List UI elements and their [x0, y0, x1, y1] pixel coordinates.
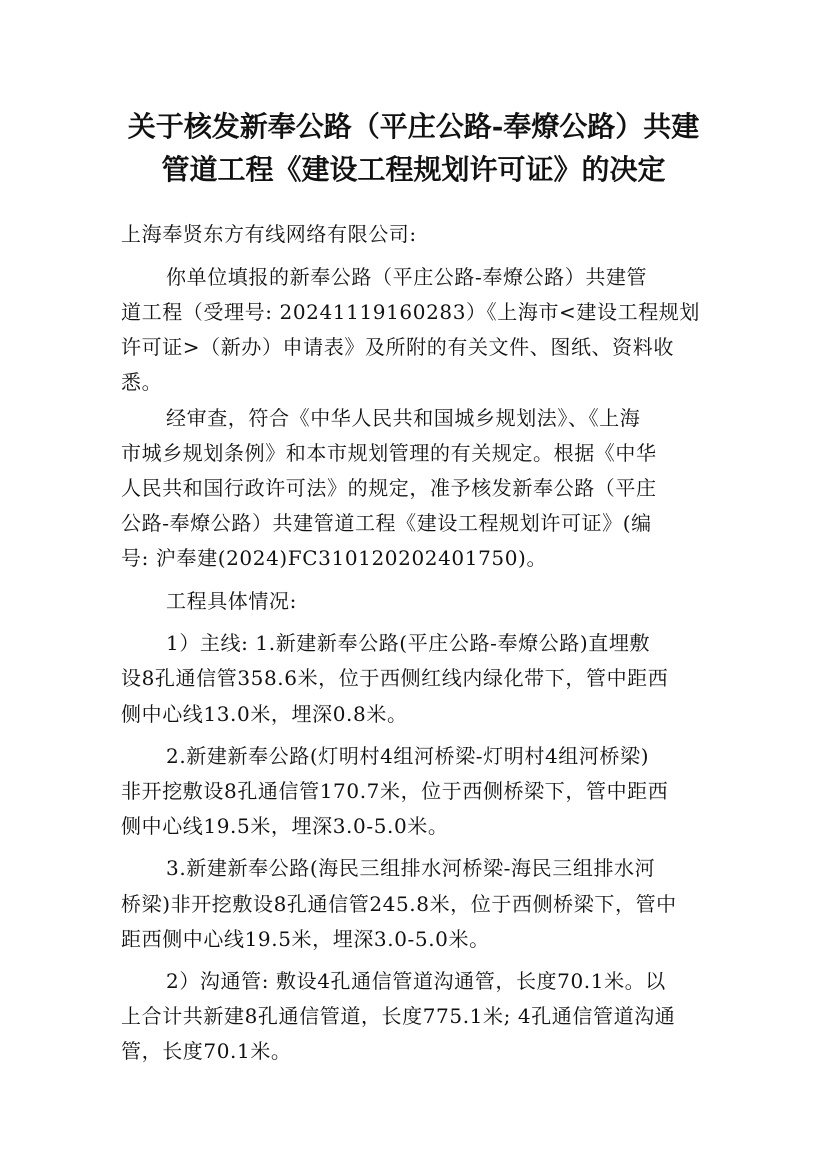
paragraph-line: 管，长度70.1米。	[121, 1039, 292, 1063]
document-title-line-2: 管道工程《建设工程规划许可证》的决定	[161, 153, 666, 186]
addressee: 上海奉贤东方有线网络有限公司:	[121, 222, 417, 246]
document-title-line-1: 关于核发新奉公路（平庄公路-奉燎公路）共建	[127, 110, 700, 143]
paragraph-line: 上合计共新建8孔通信管道，长度775.1米; 4孔通信管道沟通	[121, 1004, 676, 1028]
paragraph-line: 设8孔通信管358.6米，位于西侧红线内绿化带下，管中距西	[121, 666, 669, 690]
paragraph-line: 经审查，符合《中华人民共和国城乡规划法》、《上海	[166, 406, 641, 430]
paragraph-line: 悉。	[121, 370, 163, 394]
paragraph-line: 1）主线: 1.新建新奉公路(平庄公路-奉燎公路)直埋敷	[166, 631, 651, 655]
paragraph-line: 桥梁)非开挖敷设8孔通信管245.8米，位于西侧桥梁下，管中	[121, 892, 677, 916]
paragraph-line: 3.新建新奉公路(海民三组排水河桥梁-海民三组排水河	[166, 856, 656, 880]
paragraph-line: 许可证>（新办）申请表》及所附的有关文件、图纸、资料收	[121, 335, 674, 359]
paragraph-line: 道工程（受理号: 20241119160283）《上海市<建设工程规划	[121, 300, 700, 324]
section-heading: 工程具体情况:	[166, 589, 297, 613]
paragraph-line: 你单位填报的新奉公路（平庄公路-奉燎公路）共建管	[166, 265, 648, 289]
paragraph-line: 2）沟通管: 敷设4孔通信管道沟通管，长度70.1米。以	[166, 969, 666, 993]
paragraph-line: 号: 沪奉建(2024)FC310120202401750)。	[121, 546, 548, 570]
paragraph-line: 非开挖敷设8孔通信管170.7米，位于西侧桥梁下，管中距西	[121, 779, 669, 803]
paragraph-line: 人民共和国行政许可法》的规定，准予核发新奉公路（平庄	[121, 476, 657, 500]
paragraph-line: 2.新建新奉公路(灯明村4组河桥梁-灯明村4组河桥梁)	[166, 744, 650, 768]
paragraph-line: 公路-奉燎公路）共建管道工程《建设工程规划许可证》(编	[121, 511, 652, 535]
paragraph-line: 距西侧中心线19.5米，埋深3.0-5.0米。	[121, 927, 490, 951]
paragraph-line: 市城乡规划条例》和本市规划管理的有关规定。根据《中华	[121, 441, 657, 465]
paragraph-line: 侧中心线13.0米，埋深0.8米。	[121, 702, 408, 726]
paragraph-line: 侧中心线19.5米，埋深3.0-5.0米。	[121, 814, 449, 838]
